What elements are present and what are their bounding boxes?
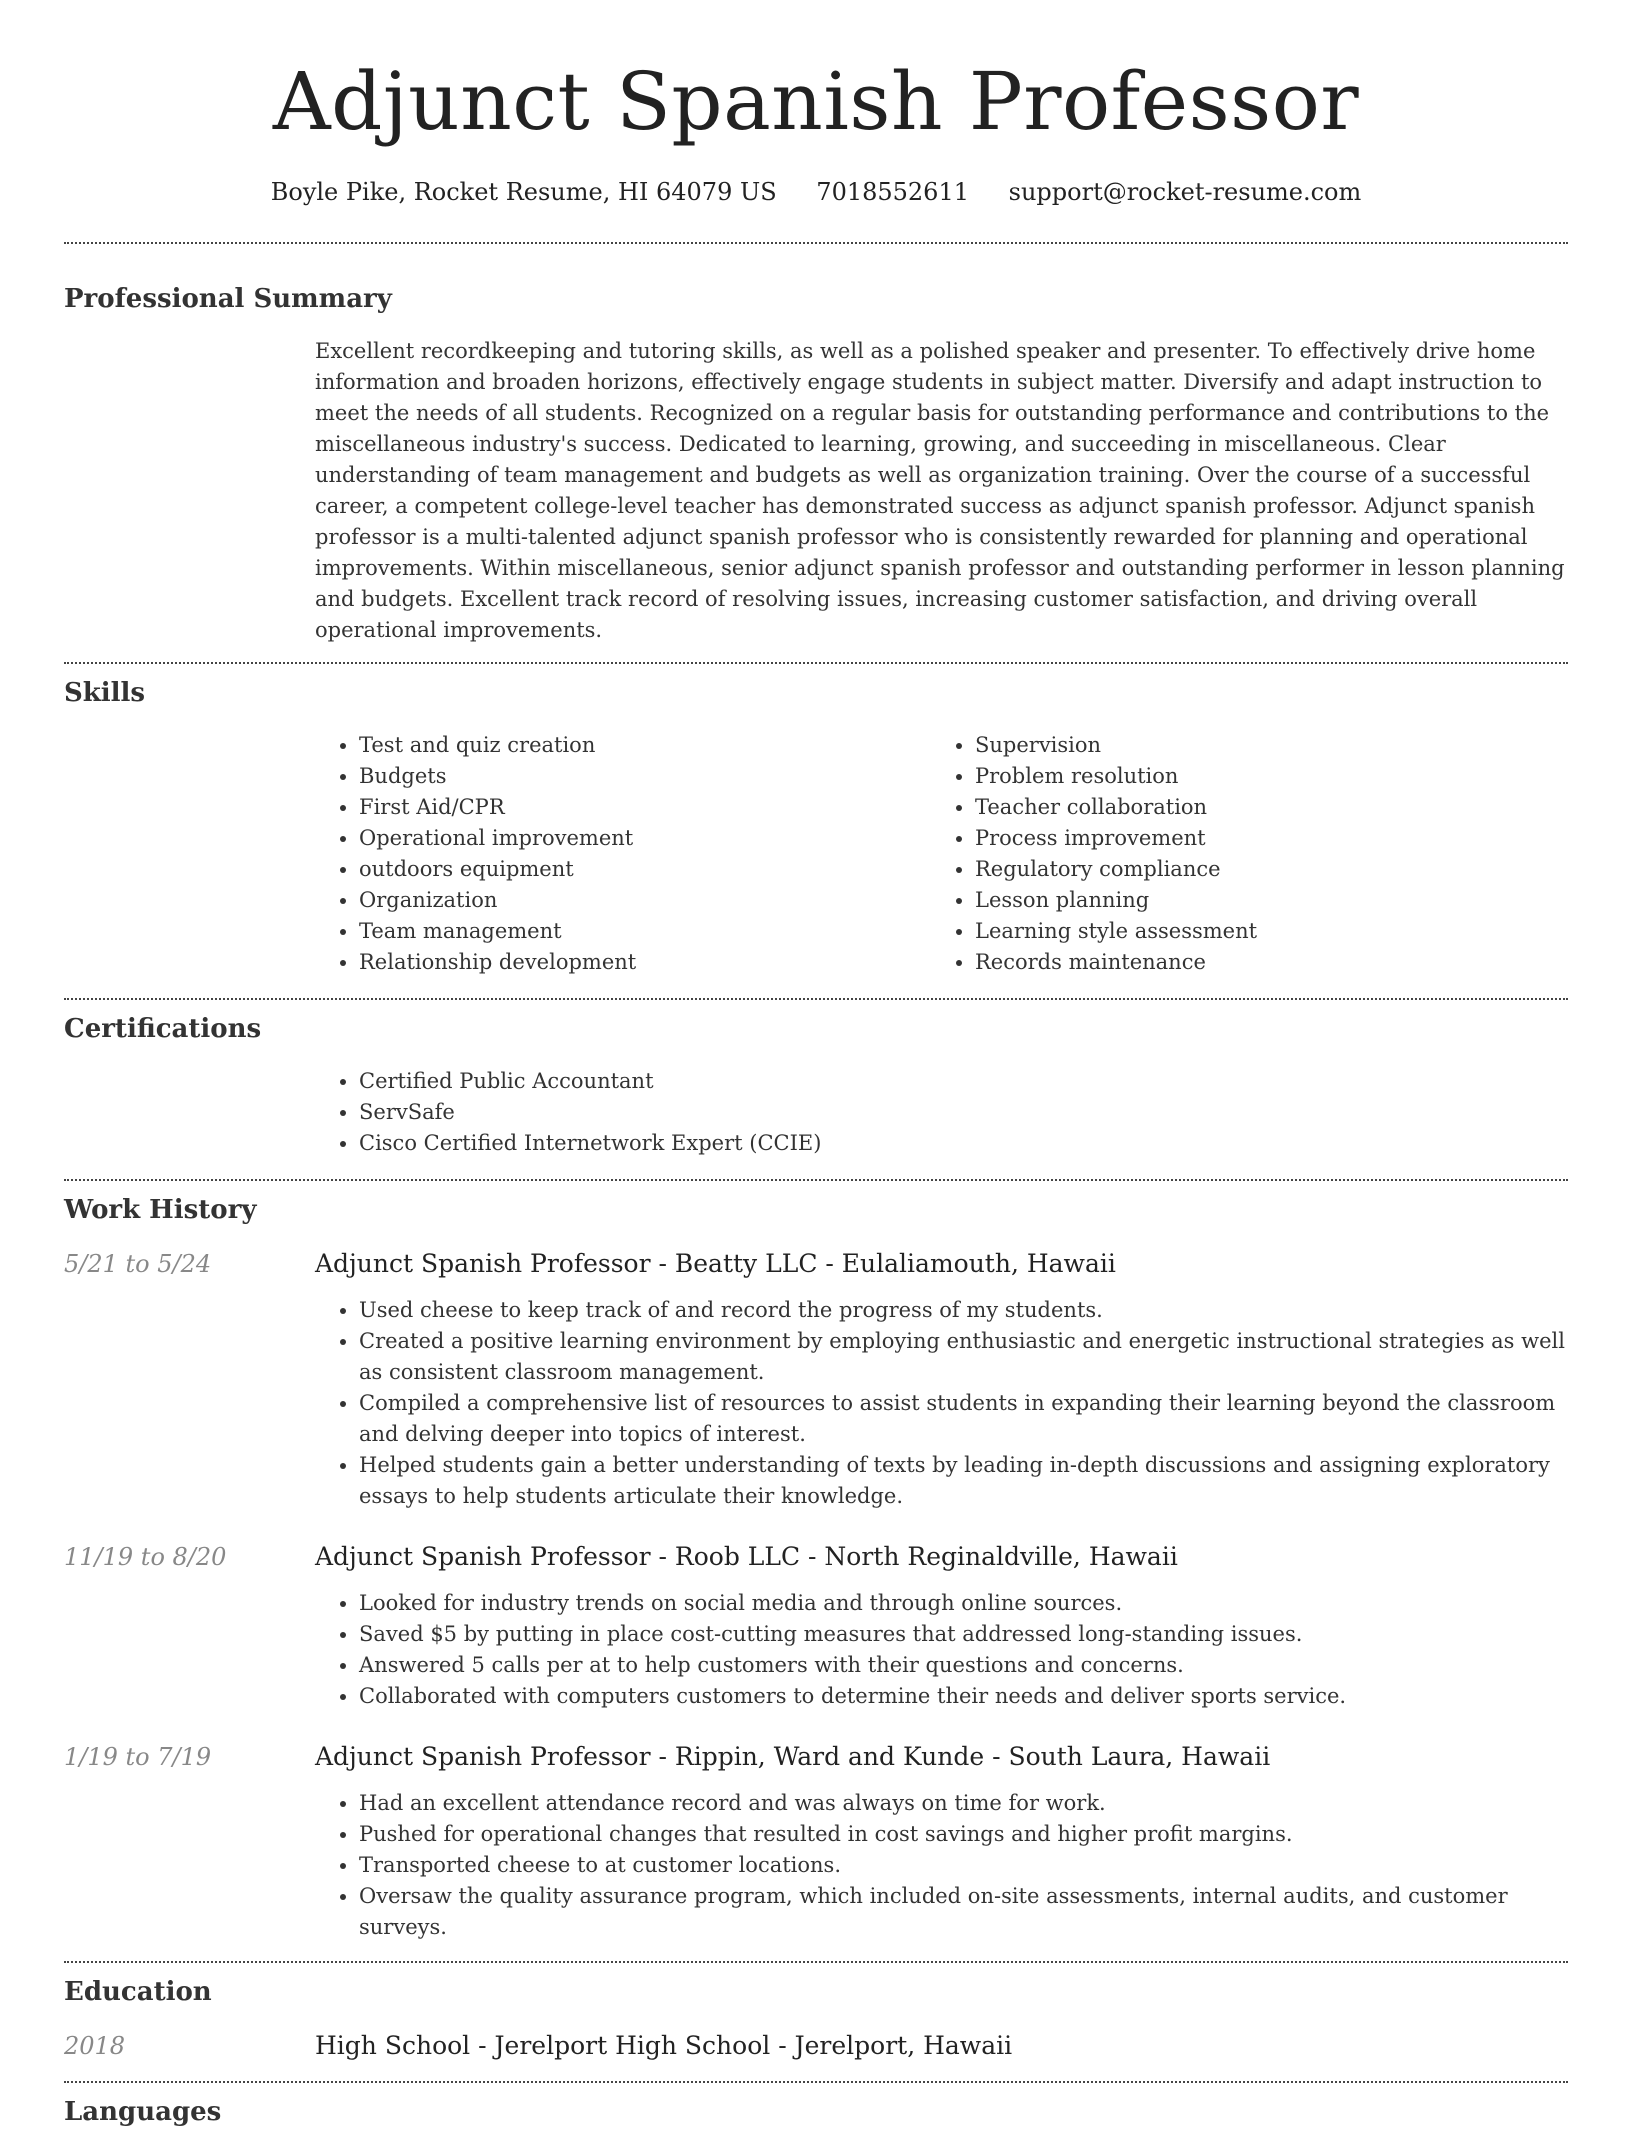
certifications-section <box>64 1000 1568 1159</box>
job-bullet: • Transported cheese to at customer locations. <box>359 1850 1568 1881</box>
job-bullet: • Pushed for operational changes that resulted in cost savings and higher profit margins. <box>359 1819 1568 1850</box>
job-bullet: • Looked for industry trends on social media and through online sources. <box>359 1588 1568 1619</box>
skills-columns <box>315 730 1568 978</box>
skill-item: • Budgets <box>359 761 931 792</box>
job-bullet: • Had an excellent attendance record and was always on time for work. <box>359 1788 1568 1819</box>
work-section <box>64 1181 1568 1943</box>
skill-item: • Lesson planning <box>975 885 1547 916</box>
job-bullet: • Created a positive learning environment by employing enthusiastic and energetic instructional strategies as well as consistent classroom management. <box>359 1326 1568 1388</box>
summary-title: Professional Summary <box>64 284 392 314</box>
job-date: 11/19 to 8/20 <box>64 1543 227 1571</box>
contact-address: Boyle Pike, Rocket Resume, HI 64079 US <box>270 178 777 206</box>
job-bullet: • Helped students gain a better understanding of texts by leading in-depth discussions and assigning exploratory essays to help students articulate their knowledge. <box>359 1450 1568 1512</box>
job-entry <box>64 1247 1568 1512</box>
education-detail: High School - Jerelport High School - Jerelport, Hawaii <box>315 2031 1013 2060</box>
job-title: Adjunct Spanish Professor - Beatty LLC - Eulaliamouth, Hawaii <box>315 1249 1116 1278</box>
skill-item: • Problem resolution <box>975 761 1547 792</box>
contact-phone: 7018552611 <box>816 178 969 206</box>
skill-item: • Learning style assessment <box>975 916 1547 947</box>
summary-section <box>64 244 1568 646</box>
job-date: 1/19 to 7/19 <box>64 1743 212 1771</box>
job-bullet-list <box>315 1295 1568 1512</box>
job-entry <box>64 1540 1568 1712</box>
certifications-list <box>315 1066 1568 1159</box>
skill-item: • Supervision <box>975 730 1547 761</box>
skills-list-right <box>931 730 1547 978</box>
certification-item: • ServSafe <box>359 1097 1568 1128</box>
contact-email: support@rocket-resume.com <box>1008 178 1362 206</box>
resume-name: Adjunct Spanish Professor <box>272 55 1360 148</box>
job-bullets <box>315 1588 1568 1712</box>
job-bullet: • Collaborated with computers customers to determine their needs and deliver sports service. <box>359 1681 1568 1712</box>
job-bullets <box>315 1788 1568 1943</box>
job-bullet: • Oversaw the quality assurance program, which included on-site assessments, internal audits, and customer surveys. <box>359 1881 1568 1943</box>
skills-section <box>64 664 1568 978</box>
skill-item: • Organization <box>359 885 931 916</box>
job-bullet: • Used cheese to keep track of and record the progress of my students. <box>359 1295 1568 1326</box>
job-bullet: • Answered 5 calls per at to help customers with their questions and concerns. <box>359 1650 1568 1681</box>
summary-content <box>315 336 1568 646</box>
languages-section <box>64 2083 1568 2129</box>
languages-title: Languages <box>64 2097 222 2127</box>
skill-item: • Process improvement <box>975 823 1547 854</box>
education-date: 2018 <box>64 2032 126 2060</box>
skills-title: Skills <box>64 678 146 708</box>
job-title: Adjunct Spanish Professor - Roob LLC - North Reginaldville, Hawaii <box>315 1542 1178 1571</box>
skill-item: • Teacher collaboration <box>975 792 1547 823</box>
job-bullet: • Saved $5 by putting in place cost-cutting measures that addressed long-standing issues. <box>359 1619 1568 1650</box>
education-title: Education <box>64 1977 212 2007</box>
job-bullet: • Compiled a comprehensive list of resources to assist students in expanding their learning beyond the classroom and delving deeper into topics of interest. <box>359 1388 1568 1450</box>
summary-text: Excellent recordkeeping and tutoring skills, as well as a polished speaker and presenter. To effectively drive home information and broaden horizons, effectively engage students in subject matter. Diversify and adapt instruction to meet the needs of all students. Recognized on a regular basis for outstanding performance and contributions to the miscellaneous industry's success. Dedicated to learning, growing, and succeeding in miscellaneous. Clear understanding of team management and budgets as well as organization training. Over the course of a successful career, a competent college-level teacher has demonstrated success as adjunct spanish professor. Adjunct spanish professor is a multi-talented adjunct spanish professor who is consistently rewarded for planning and operational improvements. Within miscellaneous, senior adjunct spanish professor and outstanding performer in lesson planning and budgets. Excellent track record of resolving issues, increasing customer satisfaction, and driving overall operational improvements. <box>315 339 1565 642</box>
skills-list-left <box>315 730 931 978</box>
skill-item: • Relationship development <box>359 947 931 978</box>
job-bullet-list <box>315 1588 1568 1712</box>
skill-item: • outdoors equipment <box>359 854 931 885</box>
certifications-content <box>315 1066 1568 1159</box>
skill-item: • Operational improvement <box>359 823 931 854</box>
skill-item: • Test and quiz creation <box>359 730 931 761</box>
certification-item: • Cisco Certified Internetwork Expert (CCIE) <box>359 1128 1568 1159</box>
skill-item: • Records maintenance <box>975 947 1547 978</box>
skill-item: • Team management <box>359 916 931 947</box>
contact-line <box>64 176 1568 208</box>
certification-item: • Certified Public Accountant <box>359 1066 1568 1097</box>
education-entry <box>64 2029 1568 2063</box>
job-bullets <box>315 1295 1568 1512</box>
certifications-title: Certifications <box>64 1014 262 1044</box>
work-title: Work History <box>64 1195 257 1225</box>
job-bullet-list <box>315 1788 1568 1943</box>
skill-item: • Regulatory compliance <box>975 854 1547 885</box>
skills-content <box>315 730 1568 978</box>
skill-item: • First Aid/CPR <box>359 792 931 823</box>
job-entry <box>64 1740 1568 1943</box>
job-title: Adjunct Spanish Professor - Rippin, Ward and Kunde - South Laura, Hawaii <box>315 1742 1271 1771</box>
education-section <box>64 1963 1568 2063</box>
job-date: 5/21 to 5/24 <box>64 1250 212 1278</box>
